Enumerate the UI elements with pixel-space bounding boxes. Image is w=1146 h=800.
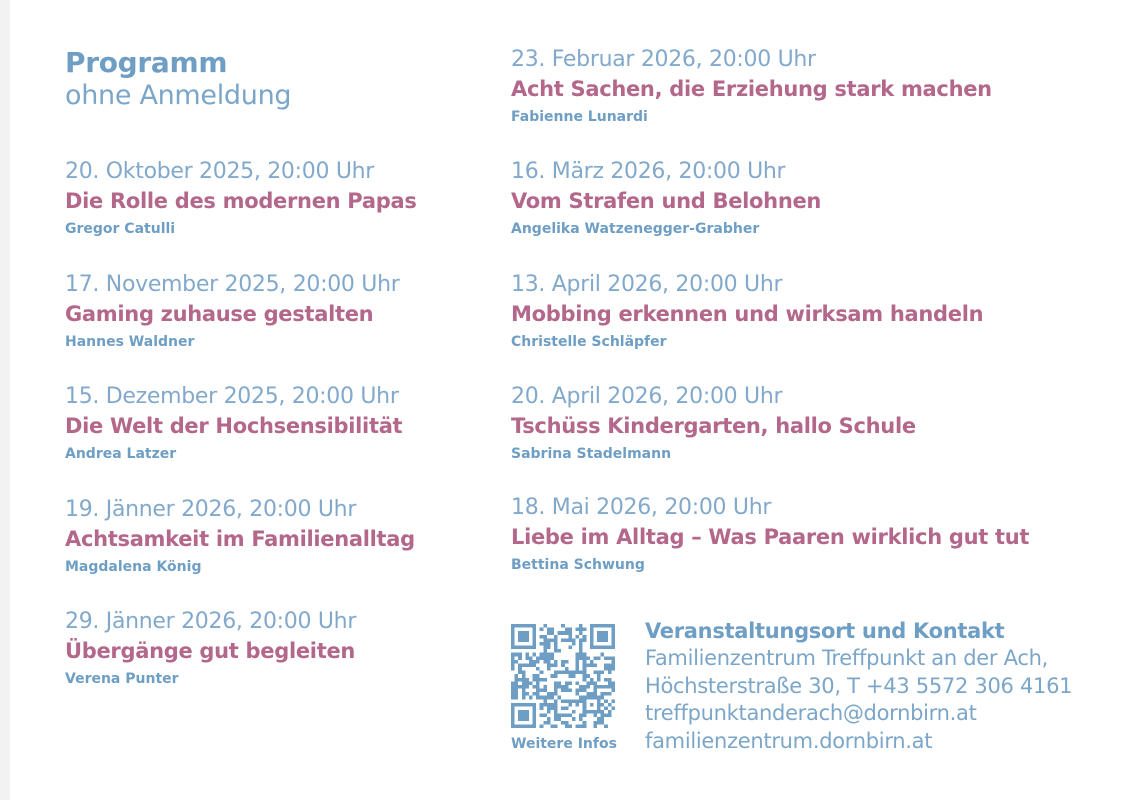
event-title: Die Welt der Hochsensibilität [65,414,403,438]
event-title: Die Rolle des modernen Papas [65,189,417,213]
event-speaker: Andrea Latzer [65,446,177,462]
event-dezember [65,383,402,464]
event-date: 13. April 2026, 20:00 Uhr [511,272,783,297]
program-subtitle: ohne Anmeldung [65,80,292,111]
event-date: 17. November 2025, 20:00 Uhr [65,272,400,297]
event-speaker: Sabrina Stadelmann [511,446,672,462]
contact-block [645,617,1072,755]
event-title: Vom Strafen und Belohnen [511,189,822,213]
event-date: 20. April 2026, 20:00 Uhr [511,384,783,409]
qr-caption: Weitere Infos [511,736,617,752]
program-flyer-page [10,0,1146,800]
qr-code-icon[interactable] [511,624,615,728]
event-date: 16. März 2026, 20:00 Uhr [511,159,786,184]
program-heading [65,46,291,112]
event-title: Mobbing erkennen und wirksam handeln [511,302,984,326]
event-mai [511,494,1029,575]
event-date: 15. Dezember 2025, 20:00 Uhr [65,384,399,409]
event-title: Tschüss Kindergarten, hallo Schule [511,414,916,438]
event-title: Gaming zuhause gestalten [65,302,374,326]
program-title: Programm [65,46,228,79]
event-date: 20. Oktober 2025, 20:00 Uhr [65,159,375,184]
contact-address-name: Familienzentrum Treffpunkt an der Ach, [645,646,1048,670]
event-speaker: Verena Punter [65,671,179,687]
event-speaker: Christelle Schläpfer [511,334,667,350]
contact-website[interactable]: familienzentrum.dornbirn.at [645,728,933,753]
qr-block [511,624,621,752]
event-title: Acht Sachen, die Erziehung stark machen [511,77,992,101]
event-title: Übergänge gut begleiten [65,639,356,663]
contact-title: Veranstaltungsort und Kontakt [645,619,1005,643]
event-april-13 [511,271,983,352]
event-date: 23. Februar 2026, 20:00 Uhr [511,47,816,72]
event-speaker: Fabienne Lunardi [511,109,648,125]
event-april-20 [511,383,916,464]
event-title: Liebe im Alltag – Was Paaren wirklich gut tut [511,525,1030,549]
event-speaker: Angelika Watzenegger-Grabher [511,221,760,237]
event-oktober [65,158,417,239]
event-date: 29. Jänner 2026, 20:00 Uhr [65,609,357,634]
contact-email[interactable]: treffpunktanderach@dornbirn.at [645,701,977,725]
event-speaker: Bettina Schwung [511,557,645,573]
event-speaker: Hannes Waldner [65,334,195,350]
event-speaker: Magdalena König [65,559,202,575]
event-maerz [511,158,821,239]
event-title: Achtsamkeit im Familienalltag [65,527,415,551]
event-jaenner-19 [65,496,415,577]
event-november [65,271,399,352]
event-februar [511,46,992,127]
event-date: 19. Jänner 2026, 20:00 Uhr [65,497,357,522]
event-jaenner-29 [65,608,356,689]
contact-address-phone: Höchsterstraße 30, T +43 5572 306 4161 [645,673,1073,698]
event-speaker: Gregor Catulli [65,221,176,237]
event-date: 18. Mai 2026, 20:00 Uhr [511,495,772,520]
